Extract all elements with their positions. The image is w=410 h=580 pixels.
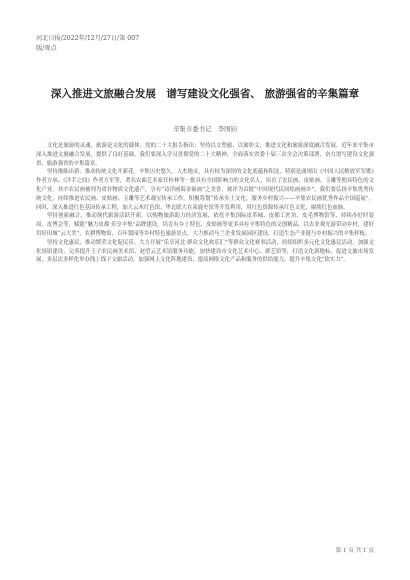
article-author: 辛集市委书记 李国钧 (173, 125, 237, 133)
paragraph: 坚持推陈出新，推动传统文化开新花。辛集历史悠久、人杰地灵，具有较为深厚的文化底蕴和积淀，特别是涌现出《中国人民解放军军歌》作者方承、《洋手之间》作者方军等，著名农曲艺术家任桂林等一批具有全国影响力的文化名人，培育了农民画、皮贴画、玉雕等独具特色的文化产业。其中农民画被列为省非物质文化遗产，享有“诗洋画海金匾画”之美誉，被评为首批“中国现代民间绘画画乡”。我们要弘扬辛集优秀传统文化，持续推进农民画、皮贴画、玉雕等艺术魂宝传承工作，积极筹划“传承乡土文化，服务乡村振兴——辛集农民画优秀作品全国巡展”。同时，深入推进红色基因传承工程，加大云木红色馆、华北联大在束鹿史馆等开发利用，用红色资源传承红色文化，赓续红色血脉。 (36, 169, 374, 211)
page-footer: 第 1 页 共 1 页 (335, 548, 374, 554)
article-meta (36, 34, 139, 54)
article-body (36, 142, 374, 265)
paragraph: 坚持文化惠民，推动繁荣文化促民乐。大力开展“乐享河北·群众文化欢乐汇”等群众文化赛事活动，持续组织多元化文化惠民活动，加强文化场馆建设，完善提升王子农民画美术馆、赵望云艺术馆服务功能。加快建设市文化艺术中心、群艺馆等，打造文化新地标，促进文旅市场发展，多层次多样化举办线上线下文旅活动，加强网上文化阵地建设，提高网络文化产品和服务的供给能力，提升辛集文化“软实力”。 (36, 239, 374, 264)
section-line: 版/观点 (36, 45, 57, 52)
paragraph: 文化是旅游的灵魂，旅游是文化的载体。党的二十大报告指出：坚持以文塑旅、以旅彰文，推进文化和旅游深度融合发展。近年来辛集市深入推进文旅融合发展，提供了良好基础。我们要深入学习贯彻党的二十大精神，全面落实省委十届三次全会决策部署，奋力谱写建设文化强省、旅游强省的辛集篇章。 (36, 143, 374, 167)
article-title: 深入推进文旅融合发展 谱写建设文化强省、 旅游强省的辛集篇章 (50, 88, 360, 100)
paragraph: 坚持创新融合，推动现代旅游活跃开新。以购物旅游助力经济发展，依托辛集国际皮革城、皮都工匠坊、皮毛博物馆等，持续办好时装周、皮博会等，赋能“魅力皮都·乐享辛集”品牌建设，培育有乡土特色、皮贴画等更多具有辛集特色的文创精品，以农业观光游带动乡村，建好用好田城“云大美”、农耕博物馆、百年梨园等乡村特色旅游景点，大力推动马兰企业发展园区建设，打造生态产业链与乡村振兴的辛集样板。 (36, 213, 374, 237)
source-line: 河北日报/2022年/12月/27日/第 007 (36, 35, 140, 42)
